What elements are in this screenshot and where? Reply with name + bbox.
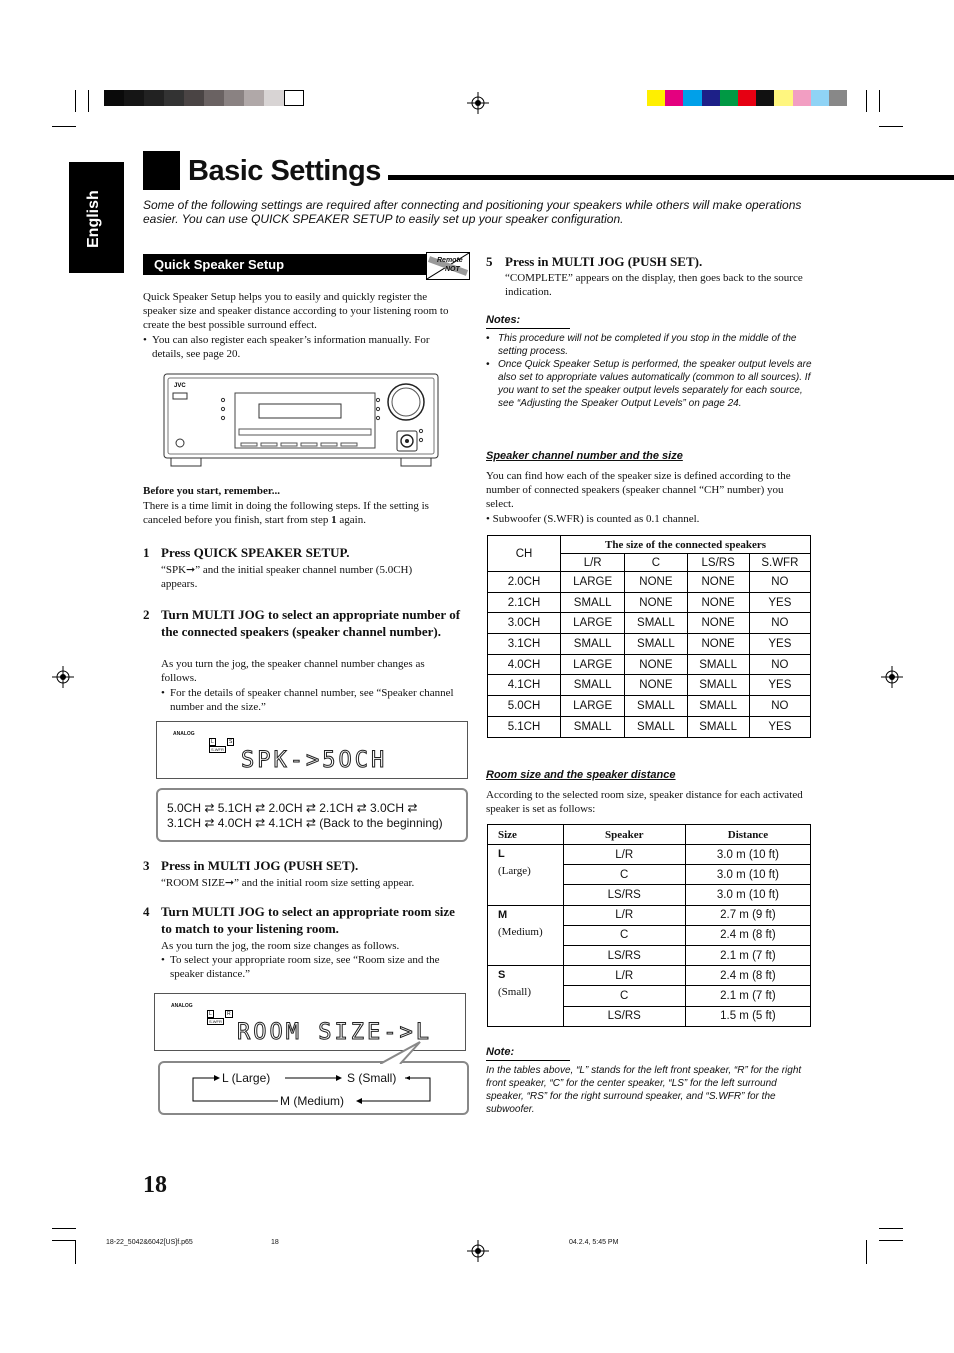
display-text: ROOM SIZE->L — [237, 1020, 432, 1045]
notes-title: Notes: — [486, 314, 521, 326]
table-row — [488, 592, 811, 613]
table-cell: SMALL — [687, 654, 749, 675]
table-cell: SMALL — [561, 716, 625, 737]
group-header: The size of the connected speakers — [561, 536, 811, 554]
table-cell: 2.1 m (7 ft) — [685, 986, 810, 1006]
crop-mark — [866, 90, 867, 112]
table-cell: SMALL — [561, 634, 625, 655]
crop-mark — [879, 126, 903, 127]
note-title: Note: — [486, 1046, 515, 1058]
table-row — [488, 905, 811, 925]
color-swatch — [793, 90, 811, 106]
color-swatch — [204, 90, 224, 106]
section-header — [143, 254, 426, 275]
table-cell: LS/RS — [563, 1006, 685, 1026]
cycle-arrow-icon: ⇄ — [302, 816, 320, 830]
table-row — [488, 654, 811, 675]
column-header: Distance — [685, 825, 810, 845]
table-cell: C — [563, 925, 685, 945]
registration-mark-icon — [467, 1240, 489, 1262]
table-cell: 2.0CH — [488, 572, 561, 593]
room-section-title: Room size and the speaker distance — [486, 769, 676, 781]
table-cell: LS/RS — [563, 885, 685, 905]
intro-text: Some of the following settings are required after connecting and positioning your speakers while others will make operations easier. You can use QUICK SPEAKER SETUP to easily set up your speaker configuration. — [143, 198, 802, 226]
table-cell: YES — [749, 675, 810, 696]
display-spk: ANALOG L S S.WFR SPK->5OCH — [156, 721, 468, 779]
cycle-item: 4.1CH — [268, 816, 303, 830]
cycle-arrow-icon: ⇄ — [251, 816, 269, 830]
room-section-body: According to the selected room size, speaker distance for each activated speaker is set as follows: — [486, 789, 803, 815]
table-cell: 2.1CH — [488, 592, 561, 613]
table-row — [488, 845, 811, 865]
color-swatch — [144, 90, 164, 106]
crop-mark — [52, 1228, 76, 1229]
step2-bullet: • For the details of speaker channel number, see “Speaker channel number and the size.” — [161, 687, 454, 713]
table-cell: 1.5 m (5 ft) — [685, 1006, 810, 1026]
description: Quick Speaker Setup helps you to easily and quickly register the speaker size and speaker distance according to your listening room to create the best possible surround effect. — [143, 291, 449, 331]
table-cell: NO — [749, 654, 810, 675]
step5-body: “COMPLETE” appears on the display, then goes back to the source indication. — [505, 272, 803, 298]
footer-file: 18-22_5042&6042[US]f.p65 — [106, 1239, 193, 1246]
cycle-item: 2.1CH — [319, 801, 354, 815]
column-header: L/R — [561, 554, 625, 572]
notes-rule — [486, 328, 570, 329]
color-swatch — [774, 90, 792, 106]
table-cell: NO — [749, 572, 810, 593]
note-body: In the tables above, “L” stands for the left front speaker, “R” for the right front speaker, “C” for the center speaker, “LS” for the left surround speaker, “RS” for the right surround speaker, and “S.WFR” for the subwoofer. — [486, 1065, 802, 1115]
channel-section-title: Speaker channel number and the size — [486, 450, 683, 462]
table-cell: 3.1CH — [488, 634, 561, 655]
language-tab-label: English — [85, 190, 102, 248]
table-cell: LARGE — [561, 572, 625, 593]
color-swatch — [224, 90, 244, 106]
table-cell: 3.0 m (10 ft) — [685, 845, 810, 865]
table-cell: NO — [749, 613, 810, 634]
registration-mark-icon — [467, 92, 489, 114]
brand-logo: JVC — [174, 383, 186, 389]
step-number: 3 — [143, 858, 150, 873]
step4-body: As you turn the jog, the room size changes as follows. — [161, 940, 400, 952]
table-cell: 2.4 m (8 ft) — [685, 925, 810, 945]
note-rule — [486, 1060, 570, 1061]
before-text: There is a time limit in doing the following steps. If the setting is canceled before you finish, start from step 1 again. — [143, 500, 429, 526]
cycle-item: (Back to the beginning) — [319, 816, 443, 830]
crop-mark — [75, 90, 76, 112]
table-cell: 3.0 m (10 ft) — [685, 865, 810, 885]
channel-section-bullet: • Subwoofer (S.WFR) is counted as 0.1 channel. — [486, 513, 700, 525]
step2-body: As you turn the jog, the speaker channel number changes as follows. — [161, 658, 425, 684]
channel-cycle-diagram — [156, 788, 468, 842]
table-cell: L/R — [563, 845, 685, 865]
table-cell: LARGE — [561, 654, 625, 675]
cycle-item: 4.0CH — [217, 816, 252, 830]
crop-mark — [879, 1228, 903, 1229]
column-header: LS/RS — [687, 554, 749, 572]
table-row — [488, 716, 811, 737]
table-row — [488, 696, 811, 717]
table-cell: NONE — [687, 634, 749, 655]
step-number: 1 — [143, 545, 150, 560]
before-title: Before you start, remember... — [143, 485, 280, 497]
step4-title: Turn MULTI JOG to select an appropriate room size to match to your listening room. — [161, 904, 455, 936]
step-number: 4 — [143, 904, 150, 919]
section-title: Quick Speaker Setup — [154, 257, 285, 272]
display-text: SPK->5OCH — [241, 748, 388, 773]
table-cell: SMALL — [625, 696, 687, 717]
ch-header: CH — [488, 536, 561, 572]
step3-title: Press in MULTI JOG (PUSH SET). — [161, 858, 359, 873]
table-cell: YES — [749, 716, 810, 737]
table-row — [488, 966, 811, 986]
page-title: Basic Settings — [188, 155, 381, 187]
table-cell: 5.0CH — [488, 696, 561, 717]
table-row — [488, 634, 811, 655]
table-cell: SMALL — [687, 675, 749, 696]
step5-title: Press in MULTI JOG (PUSH SET). — [505, 254, 703, 269]
table-cell: YES — [749, 592, 810, 613]
crop-mark — [88, 90, 89, 112]
display-room-size: ANALOG L R S.WFR ROOM SIZE->L — [154, 993, 466, 1051]
page-number: 18 — [143, 1172, 167, 1198]
color-swatch — [647, 90, 665, 106]
table-cell: SMALL — [625, 634, 687, 655]
column-header: C — [625, 554, 687, 572]
column-header: Speaker — [563, 825, 685, 845]
table-cell: NO — [749, 696, 810, 717]
table-cell: SMALL — [687, 696, 749, 717]
table-row — [488, 613, 811, 634]
crop-mark — [866, 1240, 867, 1264]
room-size-cycle-diagram: L (Large) S (Small) M (Medium) — [158, 1061, 469, 1115]
table-cell: L/R — [563, 966, 685, 986]
table-cell: YES — [749, 634, 810, 655]
step-number: 2 — [143, 607, 150, 622]
table-cell: 2.1 m (7 ft) — [685, 945, 810, 965]
table-cell: SMALL — [687, 716, 749, 737]
table-cell: NONE — [687, 613, 749, 634]
color-swatch — [184, 90, 204, 106]
size-cell: L (Large) — [488, 845, 564, 906]
size-cell: S (Small) — [488, 966, 564, 1027]
remote-not-badge-icon: Remote NOT — [426, 252, 470, 280]
table-cell: NONE — [687, 592, 749, 613]
cycle-item: 2.0CH — [268, 801, 303, 815]
table-cell: 4.0CH — [488, 654, 561, 675]
cycle-item: 5.0CH — [167, 801, 202, 815]
step4-bullet: • To select your appropriate room size, see “Room size and the speaker distance.” — [161, 954, 440, 980]
step3-body: “ROOM SIZE➞” and the initial room size setting appear. — [161, 877, 415, 889]
table-cell: C — [563, 865, 685, 885]
table-cell: NONE — [625, 592, 687, 613]
cycle-arrow-icon: ⇄ — [353, 801, 370, 815]
bullet-manual-setup: • You can also register each speaker’s information manually. For details, see page 20. — [143, 334, 430, 360]
table-cell: LS/RS — [563, 945, 685, 965]
table-cell: NONE — [625, 675, 687, 696]
table-cell: LARGE — [561, 613, 625, 634]
column-header: Size — [488, 825, 564, 845]
color-swatch — [702, 90, 720, 106]
table-cell: 2.7 m (9 ft) — [685, 905, 810, 925]
table-cell: SMALL — [561, 675, 625, 696]
table-cell: 5.1CH — [488, 716, 561, 737]
size-cell: M (Medium) — [488, 905, 564, 966]
table-cell: 3.0CH — [488, 613, 561, 634]
crop-mark — [52, 126, 76, 127]
color-swatch — [244, 90, 264, 106]
table-cell: NONE — [625, 654, 687, 675]
column-header: S.WFR — [749, 554, 810, 572]
callout-pointer — [380, 1040, 424, 1064]
footer-file-page: 18 — [271, 1239, 279, 1246]
step1-title: Press QUICK SPEAKER SETUP. — [161, 545, 350, 560]
color-swatch — [683, 90, 701, 106]
table-row — [488, 572, 811, 593]
color-swatch — [104, 90, 124, 106]
table-cell: 3.0 m (10 ft) — [685, 885, 810, 905]
table-cell: 4.1CH — [488, 675, 561, 696]
table-cell: 2.4 m (8 ft) — [685, 966, 810, 986]
cycle-item: 3.0CH — [370, 801, 405, 815]
crop-mark — [879, 90, 880, 112]
registration-mark-icon — [881, 666, 903, 688]
cycle-arrow-icon: ⇄ — [404, 801, 418, 815]
crop-mark — [75, 1240, 76, 1264]
cycle-arrow-icon: ⇄ — [251, 801, 269, 815]
receiver-illustration — [163, 373, 439, 469]
color-swatch — [124, 90, 144, 106]
cycle-item: 5.1CH — [217, 801, 252, 815]
cycle-item: 3.1CH — [167, 816, 202, 830]
color-swatch — [284, 90, 304, 106]
step1-body: “SPK➞” and the initial speaker channel number (5.0CH) appears. — [161, 564, 413, 590]
color-swatch — [738, 90, 756, 106]
title-rule — [388, 175, 954, 180]
cycle-arrow-icon: ⇄ — [201, 816, 218, 830]
footer-date: 04.2.4, 5:45 PM — [569, 1239, 619, 1246]
table-row — [488, 675, 811, 696]
table-cell: SMALL — [625, 613, 687, 634]
registration-mark-icon — [52, 666, 74, 688]
table-cell: L/R — [563, 905, 685, 925]
cycle-arrow-icon: ⇄ — [201, 801, 218, 815]
color-swatch — [811, 90, 829, 106]
color-swatch — [665, 90, 683, 106]
notes-list: • This procedure will not be completed if you stop in the middle of the setting process. • Once Quick Speaker Setup is performed, the speaker output levels are also set to appropriate values automatically (common to all sources). If you want to set the speaker output levels separately for each source, see “Adjusting the Speaker Output Levels” on page 24. — [486, 333, 812, 409]
cycle-arrow-icon: ⇄ — [302, 801, 320, 815]
step-number: 5 — [486, 254, 493, 269]
step2-title: Turn MULTI JOG to select an appropriate number of the connected speakers (speaker channel number). — [161, 607, 461, 639]
color-swatch — [829, 90, 847, 106]
color-swatch — [756, 90, 774, 106]
color-swatch — [720, 90, 738, 106]
table-cell: NONE — [687, 572, 749, 593]
title-block — [143, 151, 180, 190]
table-cell: C — [563, 986, 685, 1006]
room-size-table — [487, 824, 811, 1027]
table-cell: SMALL — [625, 716, 687, 737]
color-swatch — [264, 90, 284, 106]
color-swatch — [164, 90, 184, 106]
crop-mark — [52, 1240, 76, 1241]
table-cell: LARGE — [561, 696, 625, 717]
channel-section-body: You can find how each of the speaker size is defined according to the number of connected speakers (speaker channel “CH” number) you select. — [486, 470, 791, 510]
table-cell: SMALL — [561, 592, 625, 613]
crop-mark — [879, 1240, 903, 1241]
table-cell: NONE — [625, 572, 687, 593]
speaker-channel-table — [487, 535, 811, 738]
